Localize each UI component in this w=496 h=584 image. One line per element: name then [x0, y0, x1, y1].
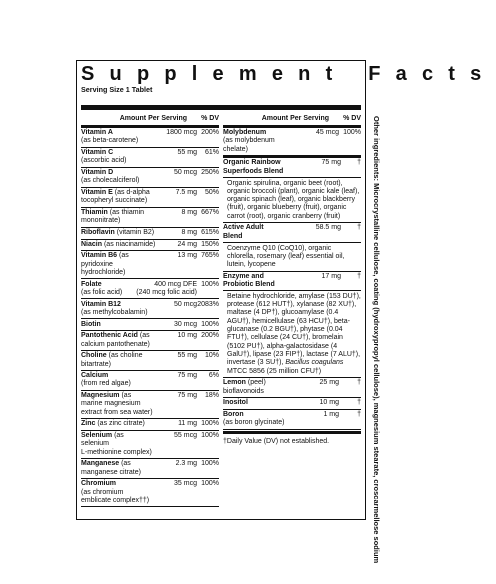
blend-ingredients-text: Coenzyme Q10 (CoQ10), organic chlorella, rosemary (leaf) essential oil, lutein, lycopene — [227, 244, 345, 269]
amount-value: 400 mcg DFE — [154, 280, 197, 288]
amount-value: 2.3 mg — [175, 460, 197, 468]
nutrient-source-inline: (as — [121, 460, 131, 468]
nutrient-row-molybdenum — [223, 128, 361, 156]
amount-value: 55 mg — [177, 352, 197, 360]
serving-size: Serving Size 1 Tablet — [81, 85, 153, 94]
nutrient-label — [223, 411, 299, 428]
blend-name — [223, 159, 301, 176]
nutrient-row — [223, 398, 361, 410]
blend-ingredients-text: Organic spirulina, organic beet (root), organic broccoli (plant), organic kale (leaf), organic spinach (leaf), organic blackberry (fruit), organic blueberry (fruit), organic carrot (root), organic cranberry (fruit) — [227, 179, 360, 220]
blend-name-line-2: Probiotic Blend — [223, 281, 275, 289]
amount-value: 13 mg — [177, 252, 197, 260]
nutrient-amount — [157, 149, 197, 157]
nutrient-source-2: L-methionine complex) — [81, 448, 152, 456]
nutrient-label — [81, 321, 157, 329]
nutrient-amount — [157, 332, 197, 340]
facts-columns — [81, 113, 361, 507]
amount-value: 1800 mcg — [166, 129, 197, 137]
nutrient-source: bitartrate) — [81, 360, 111, 368]
nutrient-label — [81, 301, 157, 318]
amount-value: 8 mg — [181, 209, 197, 217]
blend-amount: 58.5 mg — [315, 224, 341, 232]
nutrient-source: (as folic acid) — [81, 288, 123, 296]
nutrient-source-2: extract from sea water) — [81, 408, 153, 416]
right-column — [223, 113, 361, 507]
nutrient-label — [81, 129, 157, 146]
nutrient-dv: 250% — [201, 169, 219, 177]
nutrient-label — [81, 420, 157, 428]
blend-amount: 17 mg — [321, 272, 341, 280]
nutrient-amount — [157, 432, 197, 440]
nutrient-row — [81, 240, 219, 252]
nutrient-dv: 100% — [201, 280, 219, 288]
nutrient-source: pyridoxine hydrochloride) — [81, 260, 126, 276]
nutrient-dv: 200% — [201, 332, 219, 340]
nutrient-name: Vitamin E — [81, 189, 113, 197]
nutrient-source: (as molybdenum — [223, 137, 275, 145]
nutrient-row — [81, 188, 219, 208]
nutrient-amount: 25 mg — [319, 379, 339, 387]
nutrient-source-2: emblicate complex††) — [81, 496, 150, 504]
nutrient-name: Inositol — [223, 399, 248, 407]
footer-divider — [223, 431, 361, 434]
right-column-header — [223, 113, 361, 125]
nutrient-label — [81, 480, 157, 505]
nutrient-name: Selenium — [81, 432, 113, 440]
nutrient-row — [81, 168, 219, 188]
nutrient-name: Vitamin B12 — [81, 300, 121, 308]
nutrient-source: tocopheryl succinate) — [81, 197, 148, 205]
nutrient-dv: 100% — [201, 432, 219, 440]
nutrient-name: Vitamin C — [81, 149, 114, 157]
nutrient-label — [81, 169, 157, 186]
nutrient-source-inline: (as — [119, 252, 129, 260]
nutrient-name: Lemon — [223, 379, 246, 387]
nutrient-amount — [157, 229, 197, 237]
nutrient-amount — [157, 241, 197, 249]
nutrient-dv: 10% — [204, 352, 219, 360]
dv-header: % DV — [201, 115, 219, 122]
nutrient-row — [81, 331, 219, 351]
nutrient-source: bioflavonoids — [223, 387, 264, 395]
nutrient-name: Molybdenum — [223, 129, 267, 137]
nutrient-row — [81, 251, 219, 279]
nutrient-dv: 6% — [208, 372, 219, 380]
amount-value: 11 mg — [178, 420, 197, 428]
blend-header — [223, 273, 361, 290]
nutrient-label — [81, 352, 157, 369]
nutrient-source: (as boron glycinate) — [223, 419, 285, 427]
nutrient-row — [81, 279, 219, 299]
nutrient-name: Chromium — [81, 480, 116, 488]
nutrient-row — [81, 479, 219, 507]
nutrient-amount: 45 mcg — [316, 129, 339, 137]
blend-ingredients — [223, 290, 361, 375]
nutrient-row — [81, 431, 219, 459]
blend-ingredients-end: MTCC 5856 (25 million CFU†) — [227, 367, 322, 375]
nutrient-source: (as cholecalciferol) — [81, 177, 140, 185]
nutrient-dv: 100% — [201, 320, 219, 328]
nutrient-row — [81, 391, 219, 419]
nutrient-amount — [157, 209, 197, 217]
nutrient-label — [81, 209, 157, 226]
nutrient-source: manganese citrate) — [81, 468, 141, 476]
nutrient-dv: 667% — [201, 209, 219, 217]
blend-dv: † — [357, 224, 361, 232]
nutrient-row — [223, 410, 361, 430]
nutrient-name: Magnesium — [81, 392, 120, 400]
nutrient-name: Calcium — [81, 372, 109, 380]
nutrient-name: Vitamin B6 — [81, 252, 118, 260]
blend-name — [223, 224, 301, 241]
nutrient-dv: † — [357, 399, 361, 407]
nutrient-amount — [157, 420, 197, 428]
nutrient-dv: 100% — [343, 129, 361, 137]
nutrient-dv: 61% — [204, 149, 219, 157]
amount-value: 7.5 mg — [175, 189, 197, 197]
nutrient-source-inline: (as — [121, 392, 132, 400]
blend-name-line-2: Superfoods Blend — [223, 167, 284, 175]
amount-value: 8 mg — [181, 229, 197, 237]
nutrient-source: selenium — [81, 440, 110, 448]
left-column-header — [81, 113, 219, 125]
nutrient-name: Riboflavin — [81, 229, 115, 237]
nutrient-label — [81, 460, 157, 477]
nutrient-dv: 100% — [201, 480, 219, 488]
nutrient-source: calcium pantothenate) — [81, 340, 150, 348]
nutrient-amount — [157, 129, 197, 137]
nutrient-row — [81, 228, 219, 240]
blend-row — [223, 158, 361, 223]
nutrient-row — [81, 148, 219, 168]
nutrient-dv: 100% — [201, 460, 219, 468]
nutrient-amount: 1 mg — [323, 410, 339, 418]
nutrient-dv: 100% — [201, 420, 219, 428]
amount-value: 30 mcg — [174, 320, 197, 328]
nutrient-label — [81, 372, 157, 389]
nutrient-dv: † — [357, 379, 361, 387]
nutrient-row — [81, 419, 219, 431]
nutrient-label — [81, 229, 157, 237]
blend-ingredients — [223, 177, 361, 221]
nutrient-amount — [157, 352, 197, 360]
blend-name-line: Enzyme and — [223, 272, 264, 280]
nutrient-label — [81, 149, 157, 166]
nutrient-amount — [157, 392, 197, 400]
nutrient-label — [81, 281, 127, 298]
nutrient-source: (from red algae) — [81, 380, 131, 388]
nutrient-label — [81, 432, 157, 457]
nutrient-source-inline: (peel) — [247, 379, 266, 387]
amount-value: 50 mcg — [174, 169, 197, 177]
nutrient-amount — [127, 281, 197, 298]
nutrient-label — [81, 332, 157, 349]
amount-value: 55 mcg — [174, 432, 197, 440]
nutrient-dv: 18% — [204, 392, 219, 400]
nutrient-source-inline: (as — [139, 332, 150, 340]
nutrient-name: Thiamin — [81, 209, 108, 217]
nutrient-dv: 200% — [201, 129, 219, 137]
nutrient-source-inline: (as — [114, 432, 124, 440]
blend-ingredients-text: Betaine hydrochloride, amylase (153 DU†), protease (612 HUT†), xylanase (82 XU†), maltase (4 DP†), glucoamylase (0.4 AGU†), hemicellulase (63 HCU†), beta-glucanase (0.2 BGU†), phytase (0.04 FTU†), cellulase (24 CU†), bromelain (5102 PU†), alpha-galactosidase (4 GalU†), lipase (23 FIP†), lactase (7 ALU†), invertase (3 SU†), — [227, 292, 361, 367]
nutrient-source-inline: (as d-alpha — [114, 189, 150, 197]
nutrient-amount — [157, 321, 197, 329]
nutrient-row — [81, 459, 219, 479]
blend-name-line: Organic Rainbow — [223, 159, 281, 167]
panel-title: Supplement Facts — [81, 63, 496, 85]
header-divider — [81, 105, 361, 110]
nutrient-name: Zinc — [81, 420, 96, 428]
nutrient-name: Manganese — [81, 460, 120, 468]
nutrient-source: (as methylcobalamin) — [81, 308, 148, 316]
nutrient-name: Vitamin D — [81, 169, 114, 177]
nutrient-row — [81, 208, 219, 228]
amount-detail: (240 mcg folic acid) — [136, 288, 197, 296]
nutrient-dv: 50% — [204, 189, 219, 197]
nutrient-amount — [157, 372, 197, 380]
footnote: †Daily Value (DV) not established. — [223, 437, 330, 445]
amount-value: 10 mg — [177, 332, 197, 340]
nutrient-source-inline: (as niacinamide) — [103, 240, 156, 248]
nutrient-amount — [157, 301, 197, 309]
nutrient-amount: 10 mg — [319, 399, 339, 407]
other-ingredients — [370, 116, 384, 564]
nutrient-name: Pantothenic Acid — [81, 332, 138, 340]
nutrient-amount — [157, 460, 197, 468]
amount-value: 55 mg — [177, 149, 197, 157]
amount-value: 24 mg — [177, 240, 197, 248]
nutrient-row — [81, 371, 219, 391]
nutrient-row — [81, 319, 219, 331]
nutrient-name: Biotin — [81, 320, 101, 328]
nutrient-label — [223, 399, 299, 407]
blend-ingredients — [223, 242, 361, 269]
blend-dv: † — [357, 272, 361, 280]
other-ingredients-text: Other ingredients: Microcrystalline cellulose, coating (hydroxypropyl cellulose), magnesium stearate, croscarmellose sodium — [372, 116, 381, 564]
nutrient-dv: 765% — [201, 252, 219, 260]
nutrient-row — [81, 299, 219, 319]
nutrient-label — [81, 252, 157, 277]
blend-amount: 75 mg — [321, 159, 341, 167]
amount-value: 50 mcg — [174, 300, 197, 308]
nutrient-dv: 615% — [201, 229, 219, 237]
nutrient-source-inline: (vitamin B2) — [116, 229, 155, 237]
nutrient-source-2: chelate) — [223, 145, 248, 153]
nutrient-label — [81, 241, 157, 249]
nutrient-name: Vitamin A — [81, 129, 113, 137]
amount-header: Amount Per Serving — [261, 115, 329, 122]
blend-name-line-2: Blend — [223, 232, 243, 240]
nutrient-label — [81, 392, 157, 417]
nutrient-amount — [157, 252, 197, 260]
nutrient-dv: † — [357, 410, 361, 418]
blend-header — [223, 224, 361, 241]
blend-name-line: Active Adult — [223, 224, 264, 232]
nutrient-row — [223, 378, 361, 398]
dv-header: % DV — [343, 115, 361, 122]
blend-ingredients-italic: Bacillus coagulans — [285, 359, 344, 367]
nutrient-amount — [157, 169, 197, 177]
left-nutrient-list — [81, 128, 219, 507]
left-column — [81, 113, 219, 507]
nutrient-source: (as beta-carotene) — [81, 137, 139, 145]
nutrient-source: (as chromium — [81, 488, 124, 496]
nutrient-name: Folate — [81, 280, 102, 288]
nutrient-source-inline: (as zinc citrate) — [97, 420, 145, 428]
nutrient-dv: 2083% — [197, 300, 219, 308]
blend-list — [223, 158, 361, 378]
blend-dv: † — [357, 159, 361, 167]
nutrient-name: Choline — [81, 352, 107, 360]
nutrient-label — [223, 379, 299, 396]
nutrient-source-inline: (as choline — [108, 352, 143, 360]
nutrient-source-inline: (as thiamin — [109, 209, 145, 217]
blend-row — [223, 223, 361, 271]
nutrient-name: Boron — [223, 410, 244, 418]
nutrient-label — [81, 189, 157, 206]
amount-value: 75 mg — [177, 372, 197, 380]
nutrient-name: Niacin — [81, 240, 103, 248]
nutrient-dv: 150% — [201, 240, 219, 248]
nutrient-source: (ascorbic acid) — [81, 157, 127, 165]
right-nutrient-list — [223, 378, 361, 430]
blend-name — [223, 273, 301, 290]
amount-value: 35 mcg — [174, 480, 197, 488]
amount-header: Amount Per Serving — [119, 115, 187, 122]
nutrient-amount — [157, 189, 197, 197]
nutrient-amount — [157, 480, 197, 488]
blend-row — [223, 272, 361, 378]
nutrient-source: marine magnesium — [81, 400, 141, 408]
nutrient-row — [81, 128, 219, 148]
nutrient-source: mononitrate) — [81, 217, 121, 225]
blend-header — [223, 159, 361, 176]
amount-value: 75 mg — [177, 392, 197, 400]
nutrient-row — [81, 351, 219, 371]
